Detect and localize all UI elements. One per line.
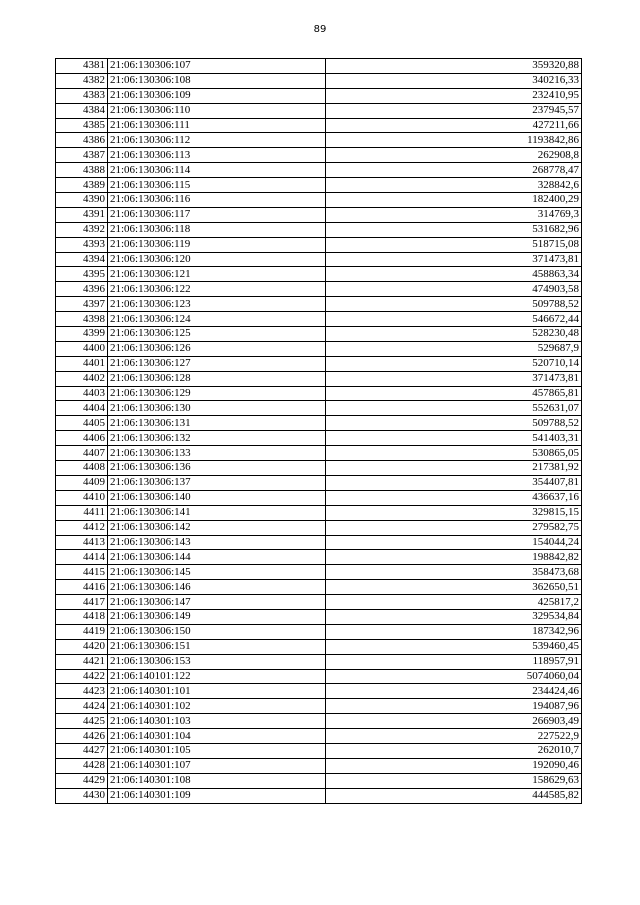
cadastral-number-cell: 21:06:130306:140 (108, 490, 326, 505)
value-cell: 425817,2 (326, 595, 582, 610)
value-cell: 158629,63 (326, 773, 582, 788)
table-row (56, 88, 582, 103)
cadastral-number-cell: 21:06:130306:126 (108, 341, 326, 356)
registry-table-body (56, 59, 582, 804)
value-cell: 329815,15 (326, 505, 582, 520)
row-number-cell: 4415 (56, 565, 108, 580)
value-cell: 531682,96 (326, 222, 582, 237)
value-cell: 458863,34 (326, 267, 582, 282)
cadastral-number-cell: 21:06:130306:149 (108, 609, 326, 624)
value-cell: 528230,48 (326, 327, 582, 342)
cadastral-number-cell: 21:06:130306:127 (108, 356, 326, 371)
cadastral-number-cell: 21:06:130306:142 (108, 520, 326, 535)
table-row (56, 133, 582, 148)
cadastral-number-cell: 21:06:130306:130 (108, 401, 326, 416)
value-cell: 232410,95 (326, 88, 582, 103)
cadastral-number-cell: 21:06:140301:101 (108, 684, 326, 699)
cadastral-number-cell: 21:06:130306:137 (108, 475, 326, 490)
value-cell: 427211,66 (326, 118, 582, 133)
value-cell: 509788,52 (326, 416, 582, 431)
registry-table (55, 58, 582, 804)
table-row (56, 475, 582, 490)
value-cell: 194087,96 (326, 699, 582, 714)
cadastral-number-cell: 21:06:130306:131 (108, 416, 326, 431)
row-number-cell: 4397 (56, 297, 108, 312)
value-cell: 358473,68 (326, 565, 582, 580)
row-number-cell: 4417 (56, 595, 108, 610)
cadastral-number-cell: 21:06:140301:104 (108, 729, 326, 744)
table-row (56, 178, 582, 193)
value-cell: 520710,14 (326, 356, 582, 371)
cadastral-number-cell: 21:06:130306:132 (108, 431, 326, 446)
value-cell: 198842,82 (326, 550, 582, 565)
row-number-cell: 4412 (56, 520, 108, 535)
row-number-cell: 4425 (56, 714, 108, 729)
value-cell: 518715,08 (326, 237, 582, 252)
row-number-cell: 4410 (56, 490, 108, 505)
value-cell: 227522,9 (326, 729, 582, 744)
value-cell: 217381,92 (326, 461, 582, 476)
row-number-cell: 4394 (56, 252, 108, 267)
cadastral-number-cell: 21:06:130306:120 (108, 252, 326, 267)
table-row (56, 252, 582, 267)
table-row (56, 118, 582, 133)
cadastral-number-cell: 21:06:130306:144 (108, 550, 326, 565)
row-number-cell: 4395 (56, 267, 108, 282)
cadastral-number-cell: 21:06:130306:141 (108, 505, 326, 520)
row-number-cell: 4399 (56, 327, 108, 342)
value-cell: 354407,81 (326, 475, 582, 490)
value-cell: 1193842,86 (326, 133, 582, 148)
table-row (56, 654, 582, 669)
row-number-cell: 4386 (56, 133, 108, 148)
row-number-cell: 4430 (56, 788, 108, 803)
value-cell: 314769,3 (326, 207, 582, 222)
table-row (56, 595, 582, 610)
row-number-cell: 4405 (56, 416, 108, 431)
cadastral-number-cell: 21:06:130306:136 (108, 461, 326, 476)
table-row (56, 505, 582, 520)
row-number-cell: 4393 (56, 237, 108, 252)
cadastral-number-cell: 21:06:130306:123 (108, 297, 326, 312)
value-cell: 436637,16 (326, 490, 582, 505)
table-row (56, 207, 582, 222)
cadastral-number-cell: 21:06:130306:146 (108, 580, 326, 595)
value-cell: 262010,7 (326, 743, 582, 758)
page-number: 89 (313, 24, 327, 35)
table-row (56, 193, 582, 208)
table-row (56, 267, 582, 282)
cadastral-number-cell: 21:06:130306:151 (108, 639, 326, 654)
cadastral-number-cell: 21:06:140301:105 (108, 743, 326, 758)
table-row (56, 520, 582, 535)
cadastral-number-cell: 21:06:130306:110 (108, 103, 326, 118)
row-number-cell: 4384 (56, 103, 108, 118)
table-row (56, 609, 582, 624)
table-row (56, 758, 582, 773)
value-cell: 329534,84 (326, 609, 582, 624)
value-cell: 5074060,04 (326, 669, 582, 684)
table-row (56, 431, 582, 446)
value-cell: 457865,81 (326, 386, 582, 401)
table-row (56, 59, 582, 74)
row-number-cell: 4396 (56, 282, 108, 297)
cadastral-number-cell: 21:06:130306:114 (108, 163, 326, 178)
cadastral-number-cell: 21:06:130306:115 (108, 178, 326, 193)
row-number-cell: 4400 (56, 341, 108, 356)
value-cell: 340216,33 (326, 73, 582, 88)
cadastral-number-cell: 21:06:130306:129 (108, 386, 326, 401)
value-cell: 552631,07 (326, 401, 582, 416)
table-row (56, 103, 582, 118)
table-row (56, 371, 582, 386)
value-cell: 529687,9 (326, 341, 582, 356)
value-cell: 328842,6 (326, 178, 582, 193)
cadastral-number-cell: 21:06:130306:111 (108, 118, 326, 133)
row-number-cell: 4389 (56, 178, 108, 193)
row-number-cell: 4416 (56, 580, 108, 595)
value-cell: 362650,51 (326, 580, 582, 595)
row-number-cell: 4413 (56, 535, 108, 550)
row-number-cell: 4381 (56, 59, 108, 74)
table-row (56, 788, 582, 803)
cadastral-number-cell: 21:06:130306:121 (108, 267, 326, 282)
table-row (56, 669, 582, 684)
table-row (56, 729, 582, 744)
table-row (56, 684, 582, 699)
row-number-cell: 4421 (56, 654, 108, 669)
table-row (56, 356, 582, 371)
row-number-cell: 4402 (56, 371, 108, 386)
row-number-cell: 4409 (56, 475, 108, 490)
value-cell: 268778,47 (326, 163, 582, 178)
value-cell: 192090,46 (326, 758, 582, 773)
row-number-cell: 4420 (56, 639, 108, 654)
value-cell: 266903,49 (326, 714, 582, 729)
value-cell: 530865,05 (326, 446, 582, 461)
value-cell: 234424,46 (326, 684, 582, 699)
cadastral-number-cell: 21:06:130306:145 (108, 565, 326, 580)
row-number-cell: 4408 (56, 461, 108, 476)
table-row (56, 550, 582, 565)
row-number-cell: 4390 (56, 193, 108, 208)
table-row (56, 743, 582, 758)
table-row (56, 639, 582, 654)
row-number-cell: 4406 (56, 431, 108, 446)
value-cell: 182400,29 (326, 193, 582, 208)
table-row (56, 237, 582, 252)
row-number-cell: 4429 (56, 773, 108, 788)
cadastral-number-cell: 21:06:140301:108 (108, 773, 326, 788)
row-number-cell: 4428 (56, 758, 108, 773)
cadastral-number-cell: 21:06:130306:147 (108, 595, 326, 610)
cadastral-number-cell: 21:06:140301:107 (108, 758, 326, 773)
value-cell: 371473,81 (326, 371, 582, 386)
value-cell: 539460,45 (326, 639, 582, 654)
row-number-cell: 4418 (56, 609, 108, 624)
cadastral-number-cell: 21:06:140301:103 (108, 714, 326, 729)
table-row (56, 401, 582, 416)
row-number-cell: 4391 (56, 207, 108, 222)
value-cell: 359320,88 (326, 59, 582, 74)
row-number-cell: 4414 (56, 550, 108, 565)
cadastral-number-cell: 21:06:130306:153 (108, 654, 326, 669)
table-row (56, 535, 582, 550)
row-number-cell: 4411 (56, 505, 108, 520)
cadastral-number-cell: 21:06:130306:122 (108, 282, 326, 297)
table-row (56, 148, 582, 163)
value-cell: 371473,81 (326, 252, 582, 267)
value-cell: 237945,57 (326, 103, 582, 118)
table-row (56, 341, 582, 356)
table-row (56, 624, 582, 639)
row-number-cell: 4419 (56, 624, 108, 639)
table-row (56, 714, 582, 729)
value-cell: 279582,75 (326, 520, 582, 535)
value-cell: 154044,24 (326, 535, 582, 550)
value-cell: 509788,52 (326, 297, 582, 312)
row-number-cell: 4401 (56, 356, 108, 371)
cadastral-number-cell: 21:06:130306:116 (108, 193, 326, 208)
cadastral-number-cell: 21:06:130306:112 (108, 133, 326, 148)
row-number-cell: 4388 (56, 163, 108, 178)
cadastral-number-cell: 21:06:130306:133 (108, 446, 326, 461)
table-row (56, 446, 582, 461)
table-row (56, 565, 582, 580)
cadastral-number-cell: 21:06:140101:122 (108, 669, 326, 684)
value-cell: 541403,31 (326, 431, 582, 446)
cadastral-number-cell: 21:06:130306:109 (108, 88, 326, 103)
row-number-cell: 4422 (56, 669, 108, 684)
cadastral-number-cell: 21:06:130306:143 (108, 535, 326, 550)
row-number-cell: 4398 (56, 312, 108, 327)
cadastral-number-cell: 21:06:130306:124 (108, 312, 326, 327)
cadastral-number-cell: 21:06:130306:108 (108, 73, 326, 88)
row-number-cell: 4382 (56, 73, 108, 88)
row-number-cell: 4392 (56, 222, 108, 237)
table-row (56, 580, 582, 595)
cadastral-number-cell: 21:06:140301:102 (108, 699, 326, 714)
table-row (56, 312, 582, 327)
table-row (56, 163, 582, 178)
row-number-cell: 4424 (56, 699, 108, 714)
row-number-cell: 4403 (56, 386, 108, 401)
cadastral-number-cell: 21:06:140301:109 (108, 788, 326, 803)
cadastral-number-cell: 21:06:130306:150 (108, 624, 326, 639)
row-number-cell: 4427 (56, 743, 108, 758)
value-cell: 262908,8 (326, 148, 582, 163)
table-row (56, 73, 582, 88)
cadastral-number-cell: 21:06:130306:117 (108, 207, 326, 222)
table-row (56, 773, 582, 788)
table-row (56, 386, 582, 401)
row-number-cell: 4385 (56, 118, 108, 133)
row-number-cell: 4404 (56, 401, 108, 416)
cadastral-number-cell: 21:06:130306:119 (108, 237, 326, 252)
value-cell: 444585,82 (326, 788, 582, 803)
row-number-cell: 4407 (56, 446, 108, 461)
table-row (56, 490, 582, 505)
row-number-cell: 4426 (56, 729, 108, 744)
cadastral-number-cell: 21:06:130306:128 (108, 371, 326, 386)
value-cell: 187342,96 (326, 624, 582, 639)
value-cell: 474903,58 (326, 282, 582, 297)
cadastral-number-cell: 21:06:130306:113 (108, 148, 326, 163)
table-row (56, 461, 582, 476)
row-number-cell: 4423 (56, 684, 108, 699)
value-cell: 118957,91 (326, 654, 582, 669)
row-number-cell: 4387 (56, 148, 108, 163)
table-row (56, 416, 582, 431)
cadastral-number-cell: 21:06:130306:107 (108, 59, 326, 74)
table-row (56, 327, 582, 342)
value-cell: 546672,44 (326, 312, 582, 327)
row-number-cell: 4383 (56, 88, 108, 103)
cadastral-number-cell: 21:06:130306:125 (108, 327, 326, 342)
table-row (56, 282, 582, 297)
table-row (56, 222, 582, 237)
table-row (56, 699, 582, 714)
cadastral-number-cell: 21:06:130306:118 (108, 222, 326, 237)
table-row (56, 297, 582, 312)
